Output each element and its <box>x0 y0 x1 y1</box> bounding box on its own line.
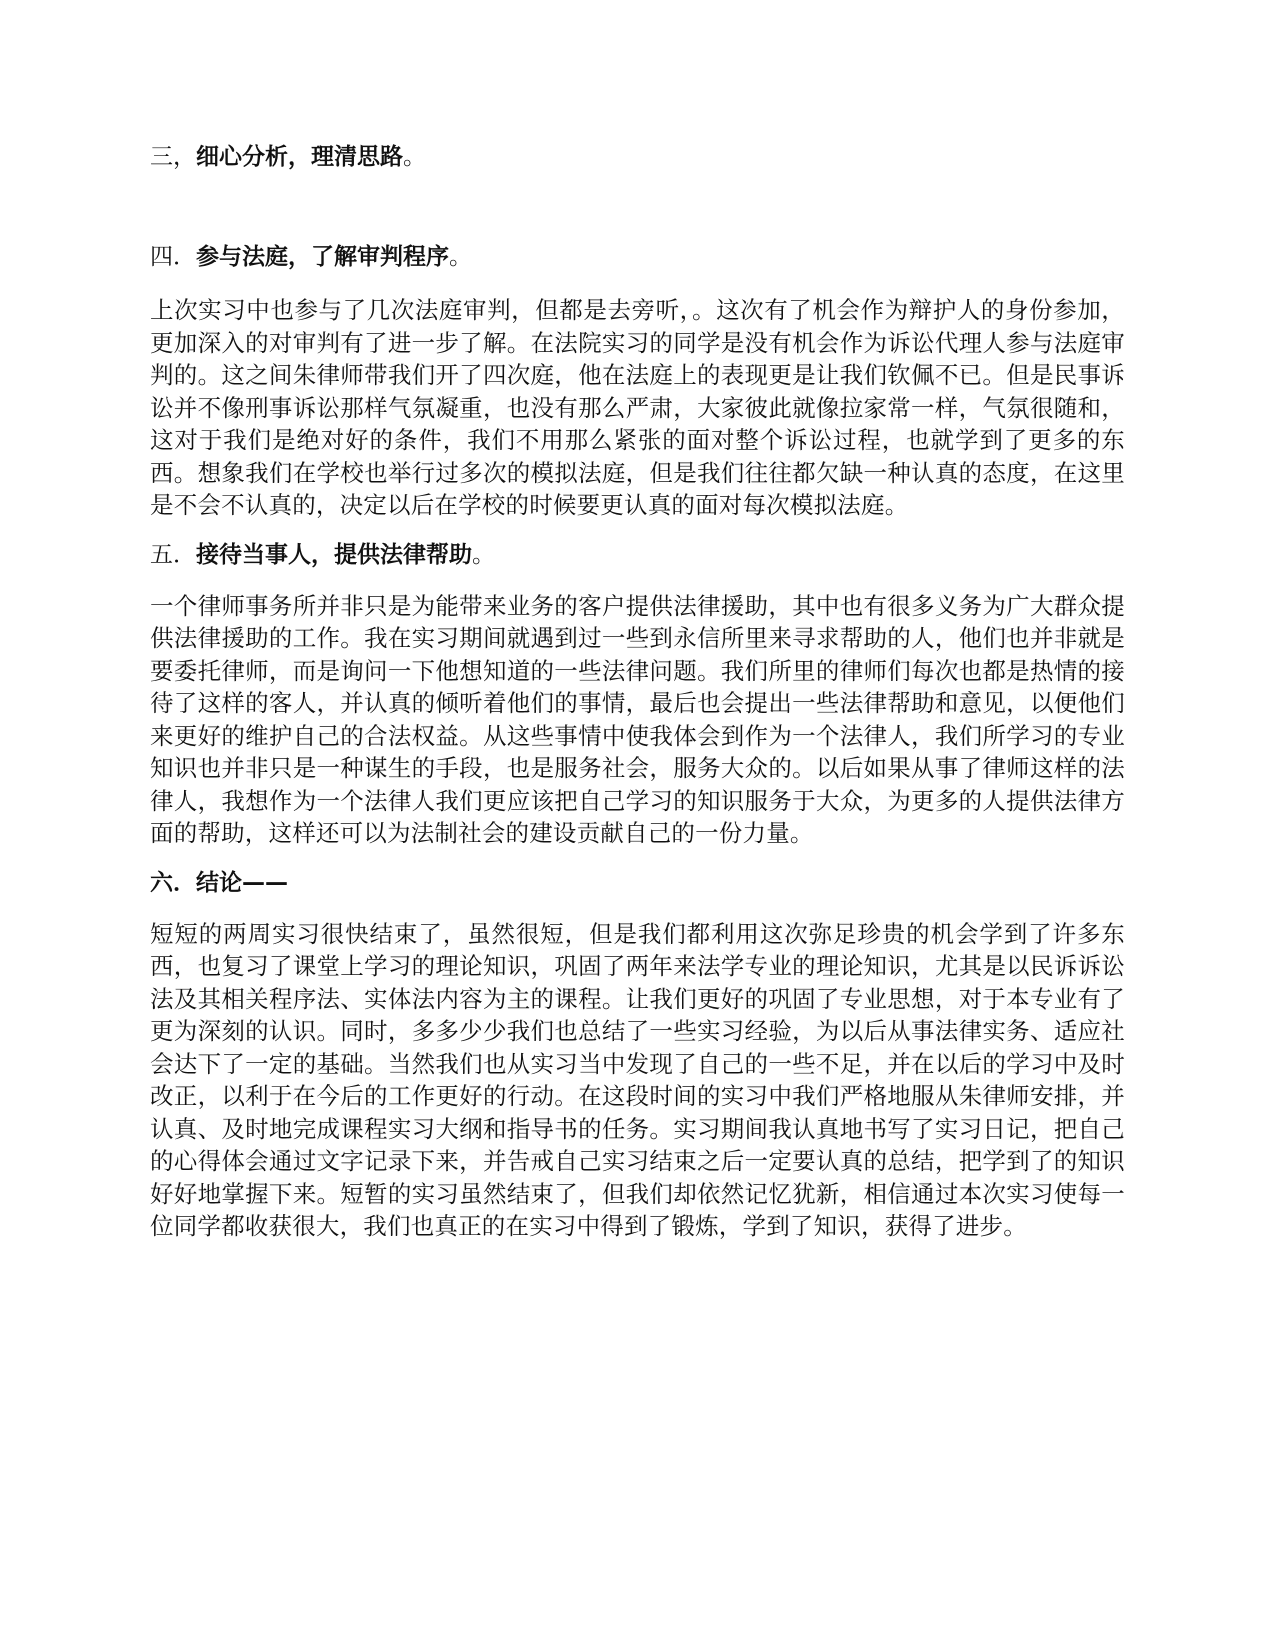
section-title-period: 。 <box>472 541 495 568</box>
section-number: 五． <box>150 541 196 568</box>
section-title: 结论—— <box>196 869 288 896</box>
section-heading-4 <box>150 240 1125 274</box>
section-paragraph-5: 一个律师事务所并非只是为能带来业务的客户提供法律援助，其中也有很多义务为广大群众提供法律援助的工作。我在实习期间就遇到过一些到永信所里来寻求帮助的人，他们也并非就是要委托律师，而是询问一下他想知道的一些法律问题。我们所里的律师们每次也都是热情的接待了这样的客人，并认真的倾听着他们的事情，最后也会提出一些法律帮助和意见，以便他们来更好的维护自己的合法权益。从这些事情中使我体会到作为一个法律人，我们所学习的专业知识也并非只是一种谋生的手段，也是服务社会，服务大众的。以后如果从事了律师这样的法律人，我想作为一个法律人我们更应该把自己学习的知识服务于大众，为更多的人提供法律方面的帮助，这样还可以为法制社会的建设贡献自己的一份力量。 <box>150 591 1125 847</box>
section-title: 参与法庭，了解审判程序 <box>196 244 449 270</box>
section-heading-5 <box>150 538 1125 572</box>
section-number: 三， <box>150 144 196 170</box>
section-paragraph-6: 短短的两周实习很快结束了，虽然很短，但是我们都利用这次弥足珍贵的机会学到了许多东西，也复习了课堂上学习的理论知识，巩固了两年来法学专业的理论知识，尤其是以民诉诉讼法及其相关程序法、实体法内容为主的课程。让我们更好的巩固了专业思想，对于本专业有了更为深刻的认识。同时，多多少少我们也总结了一些实习经验，为以后从事法律实务、适应社会达下了一定的基础。当然我们也从实习当中发现了自己的一些不足，并在以后的学习中及时改正，以利于在今后的工作更好的行动。在这段时间的实习中我们严格地服从朱律师安排，并认真、及时地完成课程实习大纲和指导书的任务。实习期间我认真地书写了实习日记，把自己的心得体会通过文字记录下来，并告戒自己实习结束之后一定要认真的总结，把学到了的知识好好地掌握下来。短暂的实习虽然结束了，但我们却依然记忆犹新，相信通过本次实习使每一位同学都收获很大，我们也真正的在实习中得到了锻炼，学到了知识，获得了进步。 <box>150 919 1125 1240</box>
document-page <box>150 140 1125 1243</box>
section-title: 接待当事人，提供法律帮助 <box>196 541 472 568</box>
section-title-period: 。 <box>403 144 426 170</box>
section-title: 细心分析，理清思路 <box>196 144 403 170</box>
section-paragraph-4: 上次实习中也参与了几次法庭审判，但都是去旁听，。这次有了机会作为辩护人的身份参加，更加深入的对审判有了进一步了解。在法院实习的同学是没有机会作为诉讼代理人参与法庭审判的。这之间朱律师带我们开了四次庭，他在法庭上的表现更是让我们钦佩不已。但是民事诉讼并不像刑事诉讼那样气氛凝重，也没有那么严肃，大家彼此就像拉家常一样，气氛很随和，这对于我们是绝对好的条件，我们不用那么紧张的面对整个诉讼过程，也就学到了更多的东西。想象我们在学校也举行过多次的模拟法庭，但是我们往往都欠缺一种认真的态度，在这里是不会不认真的，决定以后在学校的时候要更认真的面对每次模拟法庭。 <box>150 296 1125 519</box>
section-number: 四． <box>150 244 196 270</box>
section-heading-6 <box>150 866 1125 900</box>
section-number: 六． <box>150 869 196 896</box>
section-heading-3 <box>150 140 1125 174</box>
section-title-period: 。 <box>449 244 472 270</box>
